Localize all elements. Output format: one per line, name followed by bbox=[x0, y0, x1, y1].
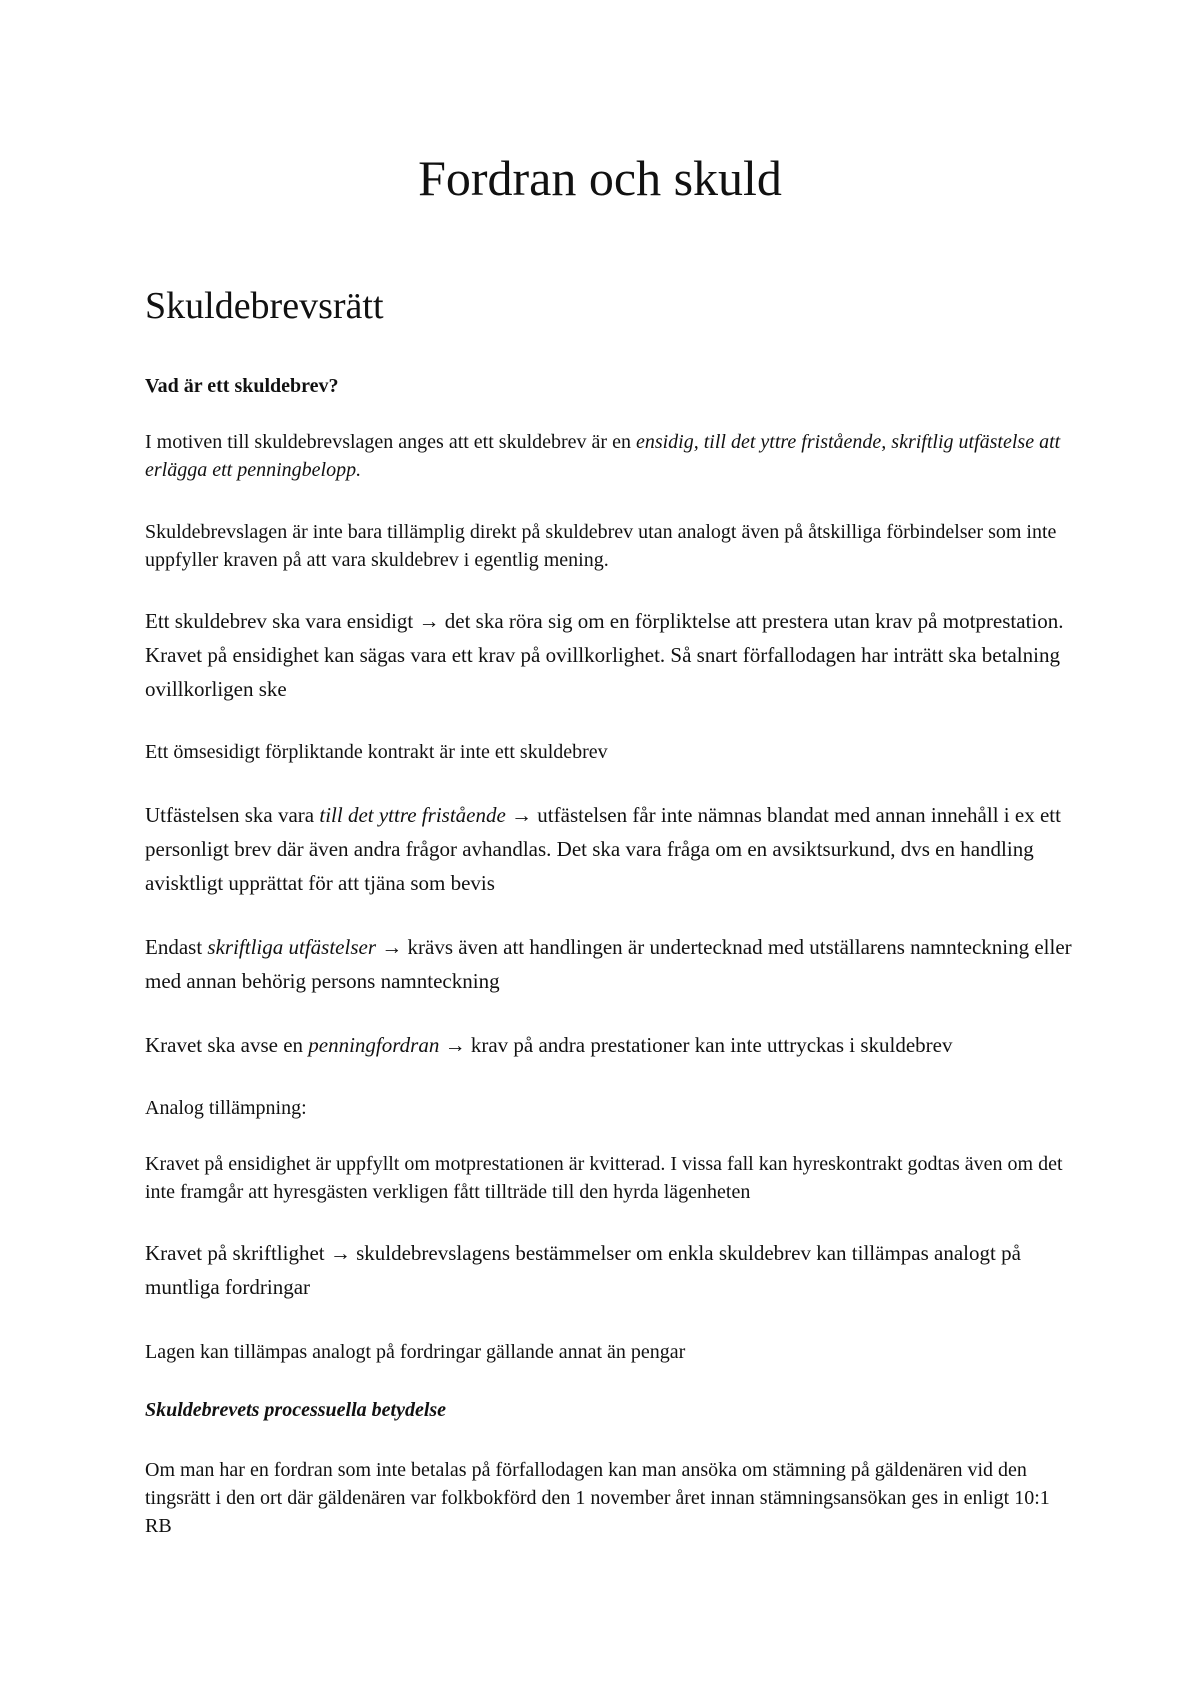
section-heading: Skuldebrevsrätt bbox=[145, 285, 384, 327]
paragraph-analogous-use: Skuldebrevslagen är inte bara tillämplig direkt på skuldebrev utan analogt även på åtskilliga förbindelser som inte uppfyller kraven på att vara skuldebrev i egentlig mening. bbox=[145, 521, 1057, 571]
paragraph-mutual-contract: Ett ömsesidigt förpliktande kontrakt är inte ett skuldebrev bbox=[145, 741, 608, 763]
paragraph-one-sided: Ett skuldebrev ska vara ensidigt → det ska röra sig om en förpliktelse att prestera utan krav på motprestation. Kravet på ensidighet kan sägas vara ett krav på ovillkorlighet. Så snart förfallodagen har inträtt ska betalning ovillkorligen ske bbox=[145, 609, 1064, 701]
paragraph-other-than-money: Lagen kan tillämpas analogt på fordringar gällande annat än pengar bbox=[145, 1341, 686, 1363]
paragraph-written-requirement: Kravet på skriftlighet → skuldebrevslagens bestämmelser om enkla skuldebrev kan tillämpas analogt på muntliga fordringar bbox=[145, 1241, 1021, 1299]
paragraph-standalone bbox=[145, 798, 1075, 900]
document-title: Fordran och skuld bbox=[418, 150, 782, 206]
paragraph-procedure: Om man har en fordran som inte betalas på förfallodagen kan man ansöka om stämning på gäldenären vid den tingsrätt i den ort där gäldenären var folkbokförd den 1 november året innan stämningsansökan ges in enligt 10:1 RB bbox=[145, 1459, 1050, 1537]
emphasis-text: skriftliga utfästelser bbox=[207, 935, 376, 959]
subsection-heading: Skuldebrevets processuella betydelse bbox=[145, 1399, 447, 1421]
paragraph-analog-heading: Analog tillämpning: bbox=[145, 1097, 307, 1119]
paragraph-text: → utfästelsen får inte nämnas blandat med annan innehåll i ex ett personligt brev där även andra frågor avhandlas. Det ska vara fråga om en avsiktsurkund, dvs en handling avisktligt upprättat för att tjäna som bevis bbox=[145, 803, 1061, 895]
paragraph-written bbox=[145, 930, 1075, 998]
emphasis-text: penningfordran bbox=[308, 1033, 440, 1057]
paragraph-text: → krav på andra prestationer kan inte uttryckas i skuldebrev bbox=[439, 1033, 953, 1057]
paragraph-monetary-claim bbox=[145, 1028, 1075, 1062]
question-heading: Vad är ett skuldebrev? bbox=[145, 375, 339, 397]
paragraph-text: Endast bbox=[145, 935, 208, 959]
emphasis-text: till det yttre fristående bbox=[319, 803, 506, 827]
paragraph-text: → krävs även att handlingen är undertecknad med utställarens namnteckning eller med annan behörig persons namnteckning bbox=[145, 935, 1072, 993]
paragraph-one-sided-fulfilled: Kravet på ensidighet är uppfyllt om motprestationen är kvitterad. I vissa fall kan hyreskontrakt godtas även om det inte framgår att hyresgästen verkligen fått tillträde till den hyrda lägenheten bbox=[145, 1153, 1063, 1203]
paragraph-text: I motiven till skuldebrevslagen anges att ett skuldebrev är en bbox=[145, 431, 636, 453]
paragraph-text: Utfästelsen ska vara bbox=[145, 803, 320, 827]
paragraph-text: Kravet ska avse en bbox=[145, 1033, 309, 1057]
emphasis-text: ensidig, till det yttre fristående, skriftlig utfästelse att erlägga ett penningbelopp. bbox=[145, 431, 1061, 481]
paragraph-definition bbox=[145, 428, 1075, 484]
